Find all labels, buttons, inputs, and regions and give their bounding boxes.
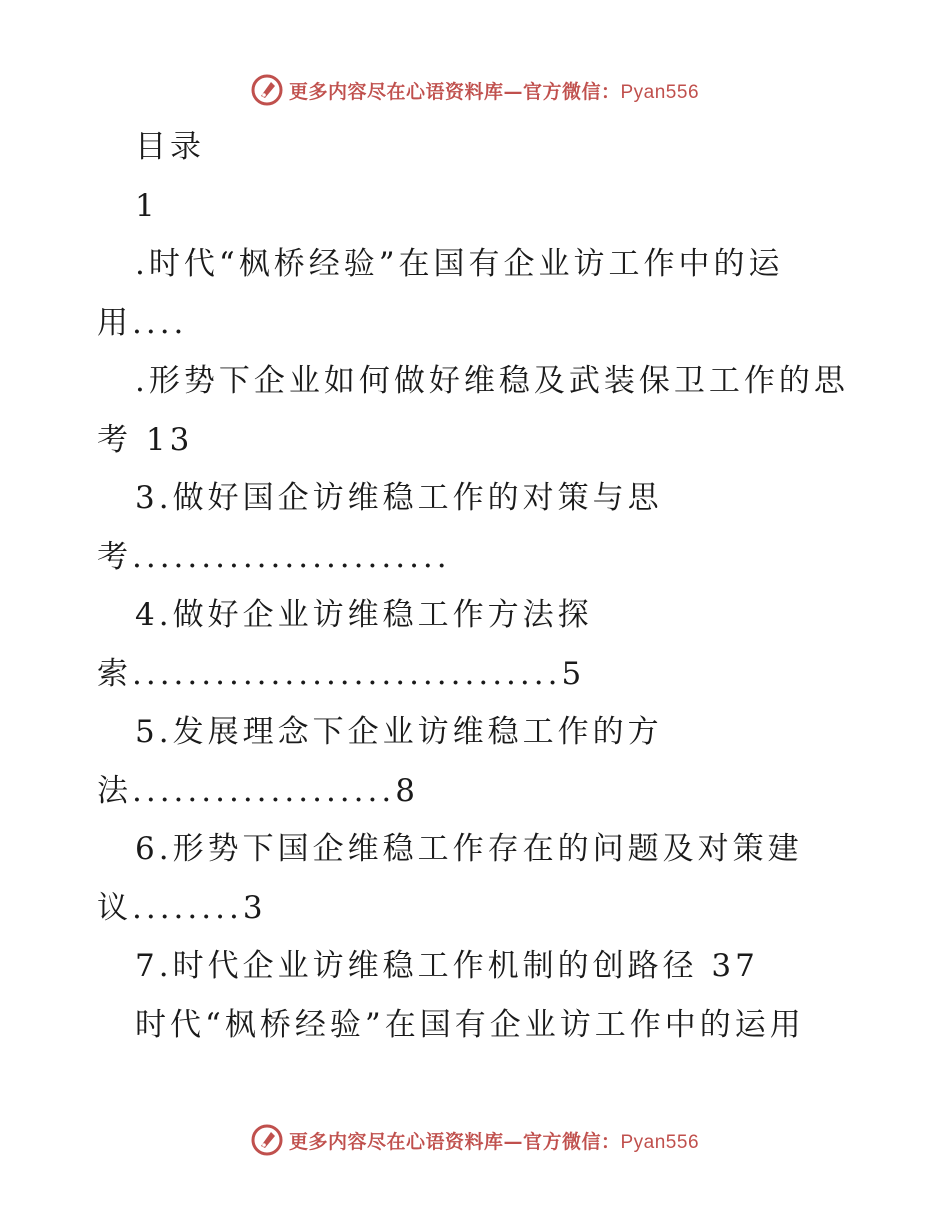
footer-watermark [0,1120,950,1160]
toc-line: 3.做好国企访维稳工作的对策与思 [135,480,663,516]
toc-line: .形势下企业如何做好维稳及武装保卫工作的思 [135,363,849,399]
toc-line: 用.... [97,304,188,341]
toc-line: .时代“枫桥经验”在国有企业访工作中的运 [135,246,784,282]
toc-title: 目录 [135,129,205,165]
watermark-text: 更多内容尽在心语资料库—官方微信：Pyan556 [288,1130,700,1153]
toc-line: 法...................8 [97,772,419,809]
section-heading: 时代“枫桥经验”在国有企业访工作中的运用 [135,1006,805,1043]
pen-nib-logo-icon [251,74,283,106]
document-body [97,118,857,1054]
toc-line: 6.形势下国企维稳工作存在的问题及对策建 [135,831,803,867]
toc-line: 考....................... [97,538,451,575]
toc-line: 考 13 [97,421,194,458]
toc-line: 索...............................5 [97,655,586,692]
watermark-text: 更多内容尽在心语资料库—官方微信：Pyan556 [288,80,700,103]
toc-line: 4.做好企业访维稳工作方法探 [135,597,593,633]
toc-line: 议........3 [97,889,267,926]
toc-line: 7.时代企业访维稳工作机制的创路径 37 [135,948,759,984]
toc-line: 1 [135,187,159,224]
toc-line: 5.发展理念下企业访维稳工作的方 [135,714,663,750]
pen-nib-logo-icon [251,1124,283,1156]
header-watermark [0,70,950,110]
